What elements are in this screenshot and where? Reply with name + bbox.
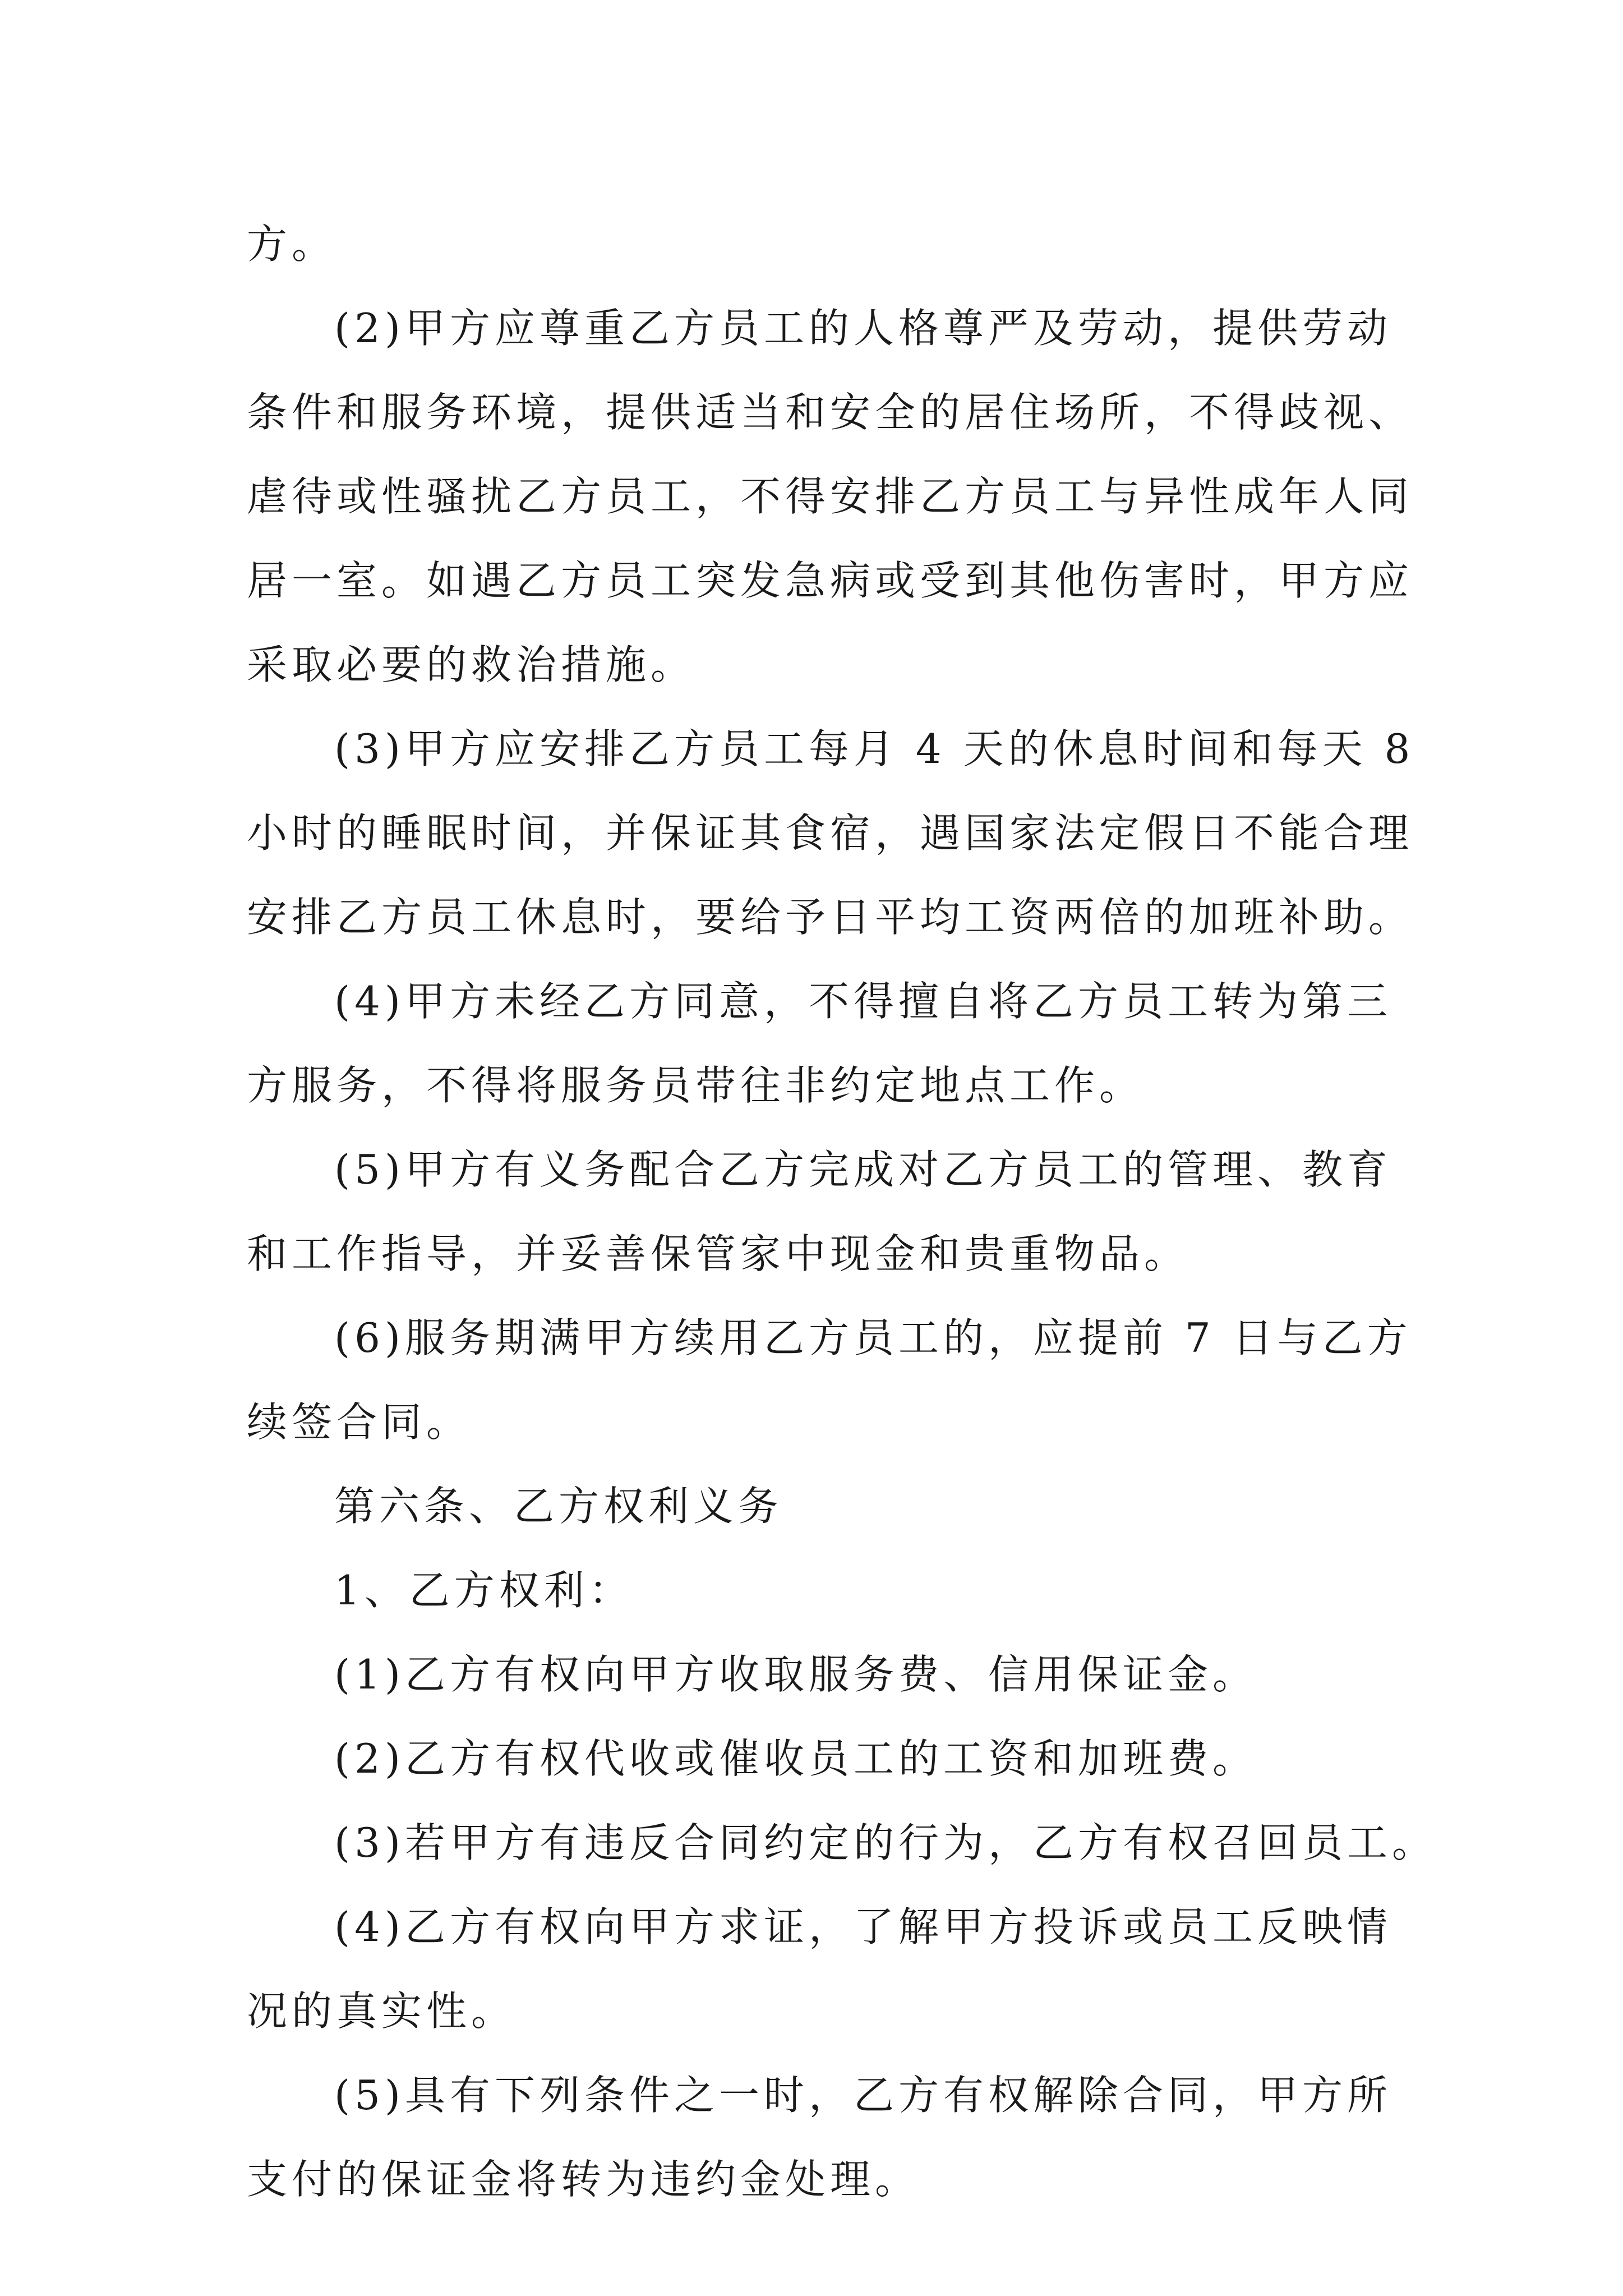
text-line: 采取必要的救治措施。 [247,641,696,688]
text-line: (4)乙方有权向甲方求证，了解甲方投诉或员工反映情 [334,1903,1392,1950]
text-line: 方服务，不得将服务员带往非约定地点工作。 [247,1062,1145,1109]
text-line: 安排乙方员工休息时，要给予日平均工资两倍的加班补助。 [247,894,1414,941]
text-line: 续签合同。 [247,1398,472,1446]
text-line: (5)具有下列条件之一时，乙方有权解除合同，甲方所 [334,2072,1392,2119]
text-line: (6)服务期满甲方续用乙方员工的，应提前 7 日与乙方 [334,1314,1412,1361]
text-line: 居一室。如遇乙方员工突发急病或受到其他伤害时，甲方应 [247,557,1414,604]
text-line: (3)若甲方有违反合同约定的行为，乙方有权召回员工。 [334,1819,1437,1866]
text-line: (1)乙方有权向甲方收取服务费、信用保证金。 [334,1651,1257,1698]
text-line: (4)甲方未经乙方同意，不得擅自将乙方员工转为第三 [334,978,1392,1025]
text-line: 第六条、乙方权利义务 [334,1483,783,1530]
text-line: 支付的保证金将转为违约金处理。 [247,2156,920,2203]
text-line: (2)乙方有权代收或催收员工的工资和加班费。 [334,1735,1257,1782]
text-line: (3)甲方应安排乙方员工每月 4 天的休息时间和每天 8 [334,725,1415,772]
text-line: (2)甲方应尊重乙方员工的人格尊严及劳动，提供劳动 [334,305,1392,352]
text-line: (5)甲方有义务配合乙方完成对乙方员工的管理、教育 [334,1146,1392,1193]
text-line: 小时的睡眠时间，并保证其食宿，遇国家法定假日不能合理 [247,809,1414,857]
text-line: 条件和服务环境，提供适当和安全的居住场所，不得歧视、 [247,389,1414,436]
document-body [247,202,1437,2221]
text-line: 虐待或性骚扰乙方员工，不得安排乙方员工与异性成年人同 [247,473,1414,520]
text-line: 况的真实性。 [247,1987,517,2035]
text-line: 和工作指导，并妥善保管家中现金和贵重物品。 [247,1230,1189,1277]
text-line: 方。 [247,220,337,268]
text-line: 1、乙方权利： [334,1567,634,1614]
